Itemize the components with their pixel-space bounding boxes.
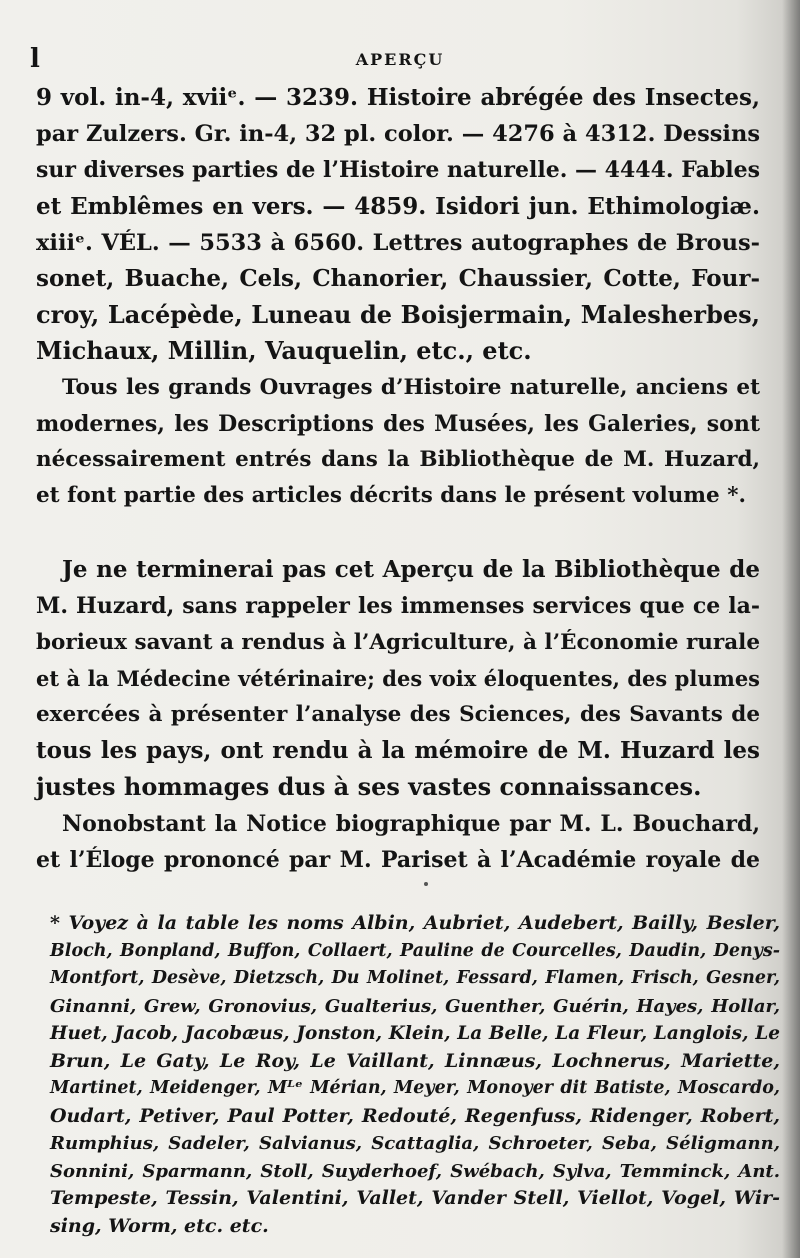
footnote-line: Bloch, Bonpland, Buffon, Collaert, Pauline de Courcelles, Daudin, Denys-	[50, 940, 780, 961]
text-line: Nonobstant la Notice biographique par M. L. Bouchard,	[62, 810, 760, 837]
page-header	[0, 44, 800, 74]
page-edge-shadow	[782, 0, 800, 1258]
separator-dot	[424, 882, 428, 886]
running-title: APERÇU	[355, 50, 445, 69]
text-line: xiiiᵉ. VÉL. — 5533 à 6560. Lettres autographes de Brous-	[36, 229, 760, 256]
text-line: par Zulzers. Gr. in-4, 32 pl. color. — 4276 à 4312. Dessins	[36, 121, 760, 148]
footnote-line: Oudart, Petiver, Paul Potter, Redouté, Regenfuss, Ridenger, Robert,	[50, 1104, 780, 1127]
text-line: exercées à présenter l’analyse des Sciences, des Savants de	[36, 702, 760, 727]
text-line: et Emblêmes en vers. — 4859. Isidori jun. Ethimologiæ.	[36, 192, 760, 220]
text-line: Tous les grands Ouvrages d’Histoire naturelle, anciens et	[62, 374, 760, 400]
paragraph-4	[36, 806, 760, 878]
text-line: sur diverses parties de l’Histoire naturelle. — 4444. Fables	[36, 157, 761, 184]
footnote-line: Ginanni, Grew, Gronovius, Gualterius, Guenther, Guérin, Hayes, Hollar,	[50, 995, 780, 1017]
paragraph-2	[36, 370, 760, 515]
text-line: Je ne terminerai pas cet Aperçu de la Bibliothèque de	[62, 556, 760, 584]
paragraph-1	[36, 80, 760, 370]
text-line: borieux savant a rendus à l’Agriculture, à l’Économie rurale	[36, 629, 761, 655]
footnote-line: Sonnini, Sparmann, Stoll, Suyderhoef, Swébach, Sylva, Temminck, Ant.	[50, 1160, 780, 1182]
text-line: justes hommages dus à ses vastes connaissances.	[36, 772, 702, 802]
text-line: sonet, Buache, Cels, Chanorier, Chaussier, Cotte, Four-	[36, 264, 760, 292]
text-line: M. Huzard, sans rappeler les immenses services que ce la-	[36, 593, 760, 620]
footnote-line: Brun, Le Gaty, Le Roy, Le Vaillant, Linnæus, Lochnerus, Mariette,	[50, 1049, 780, 1072]
page-number: l	[30, 44, 40, 74]
footnote-line: Tempeste, Tessin, Valentini, Vallet, Vander Stell, Viellot, Vogel, Wir-	[50, 1187, 780, 1209]
footnote-line: Martinet, Meidenger, Mᴸᵉ Mérian, Meyer, Monoyer dit Batiste, Moscardo,	[50, 1078, 780, 1098]
footnote-line: Rumphius, Sadeler, Salvianus, Scattaglia, Schroeter, Seba, Séligmann,	[50, 1133, 780, 1154]
footnote-line: Montfort, Desève, Dietzsch, Du Molinet, Fessard, Flamen, Frisch, Gesner,	[50, 968, 780, 988]
footnote-line: sing, Worm, etc. etc.	[50, 1214, 269, 1237]
text-line: tous les pays, ont rendu à la mémoire de M. Huzard les	[36, 737, 760, 765]
text-line: et l’Éloge prononcé par M. Pariset à l’Académie royale de	[36, 846, 760, 873]
text-line: modernes, les Descriptions des Musées, les Galeries, sont	[36, 410, 760, 437]
paragraph-3	[36, 552, 760, 805]
body-text	[36, 80, 760, 878]
paragraph-gap	[36, 514, 760, 552]
footnote-line: Huet, Jacob, Jacobæus, Jonston, Klein, La Belle, La Fleur, Langlois, Le	[50, 1023, 780, 1044]
footnote	[50, 910, 780, 1240]
text-line: et font partie des articles décrits dans le présent volume *.	[36, 483, 746, 509]
text-line: et à la Médecine vétérinaire; des voix éloquentes, des plumes	[36, 665, 760, 691]
text-line: nécessairement entrés dans la Bibliothèque de M. Huzard,	[36, 446, 760, 472]
text-line: Michaux, Millin, Vauquelin, etc., etc.	[36, 336, 532, 366]
text-line: 9 vol. in-4, xviiᵉ. — 3239. Histoire abrégée des Insectes,	[36, 84, 760, 111]
footnote-line: * Voyez à la table les noms Albin, Aubriet, Audebert, Bailly, Besler,	[50, 912, 780, 934]
text-line: croy, Lacépède, Luneau de Boisjermain, Malesherbes,	[36, 300, 760, 330]
